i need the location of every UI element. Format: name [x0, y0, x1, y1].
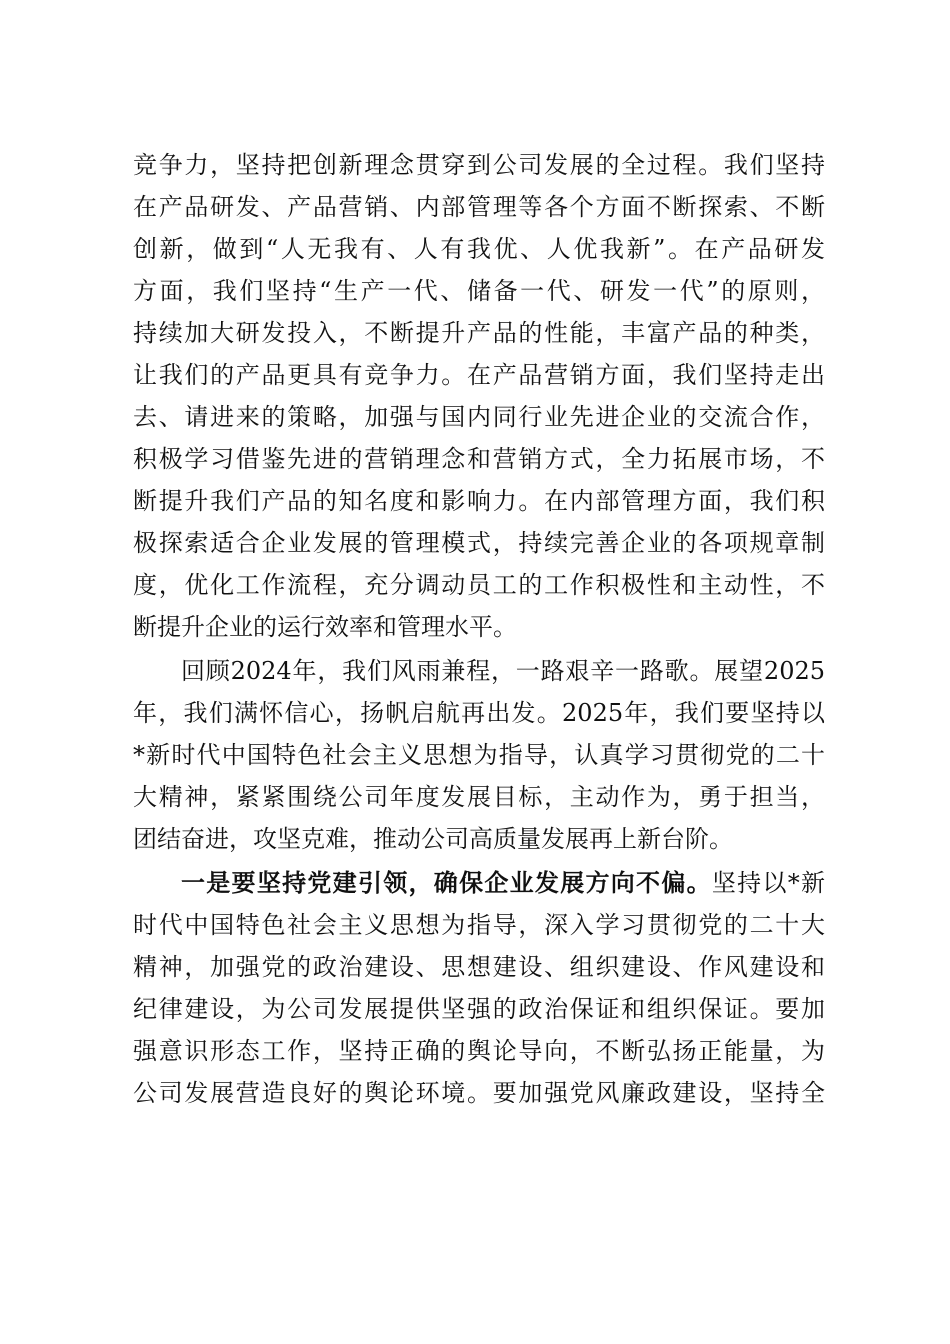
text-line: 让我们的产品更具有竞争力。在产品营销方面，我们坚持走出	[133, 361, 825, 389]
paragraph-2	[133, 650, 825, 860]
text-line: 去、请进来的策略，加强与国内同行业先进企业的交流合作，	[133, 403, 825, 431]
text-line: 断提升我们产品的知名度和影响力。在内部管理方面，我们积	[133, 487, 825, 515]
text-line: 回顾2024年，我们风雨兼程，一路艰辛一路歌。展望2025	[181, 657, 825, 685]
text-line: 年，我们满怀信心，扬帆启航再出发。2025年，我们要坚持以	[133, 699, 825, 727]
text-line: 在产品研发、产品营销、内部管理等各个方面不断探索、不断	[133, 193, 825, 221]
text-line: 断提升企业的运行效率和管理水平。	[133, 613, 517, 641]
text-line: 极探索适合企业发展的管理模式，持续完善企业的各项规章制	[133, 529, 825, 557]
text-line: 方面，我们坚持“生产一代、储备一代、研发一代”的原则，	[133, 277, 825, 305]
text-line: 大精神，紧紧围绕公司年度发展目标，主动作为，勇于担当，	[133, 783, 825, 811]
text-line: 度，优化工作流程，充分调动员工的工作积极性和主动性，不	[133, 571, 825, 599]
text-line: *新时代中国特色社会主义思想为指导，认真学习贯彻党的二十	[133, 741, 825, 769]
text-line: 时代中国特色社会主义思想为指导，深入学习贯彻党的二十大	[133, 911, 825, 939]
text-line-rest: 坚持以*新	[711, 869, 825, 897]
text-line: 纪律建设，为公司发展提供坚强的政治保证和组织保证。要加	[133, 995, 825, 1023]
text-line: 公司发展营造良好的舆论环境。要加强党风廉政建设，坚持全	[133, 1079, 825, 1107]
text-line: 竞争力，坚持把创新理念贯穿到公司发展的全过程。我们坚持	[133, 151, 825, 179]
text-line: 积极学习借鉴先进的营销理念和营销方式，全力拓展市场，不	[133, 445, 825, 473]
paragraph-3	[133, 862, 825, 1114]
text-line: 强意识形态工作，坚持正确的舆论导向，不断弘扬正能量，为	[133, 1037, 825, 1065]
document-body	[133, 144, 825, 1114]
bold-lead-sentence: 一是要坚持党建引领，确保企业发展方向不偏。	[181, 868, 712, 897]
text-line	[133, 862, 825, 904]
text-line: 团结奋进，攻坚克难，推动公司高质量发展再上新台阶。	[133, 825, 733, 853]
paragraph-1	[133, 144, 825, 648]
text-line: 精神，加强党的政治建设、思想建设、组织建设、作风建设和	[133, 953, 825, 981]
text-line: 创新，做到“人无我有、人有我优、人优我新”。在产品研发	[133, 235, 825, 263]
text-line: 持续加大研发投入，不断提升产品的性能，丰富产品的种类，	[133, 319, 825, 347]
